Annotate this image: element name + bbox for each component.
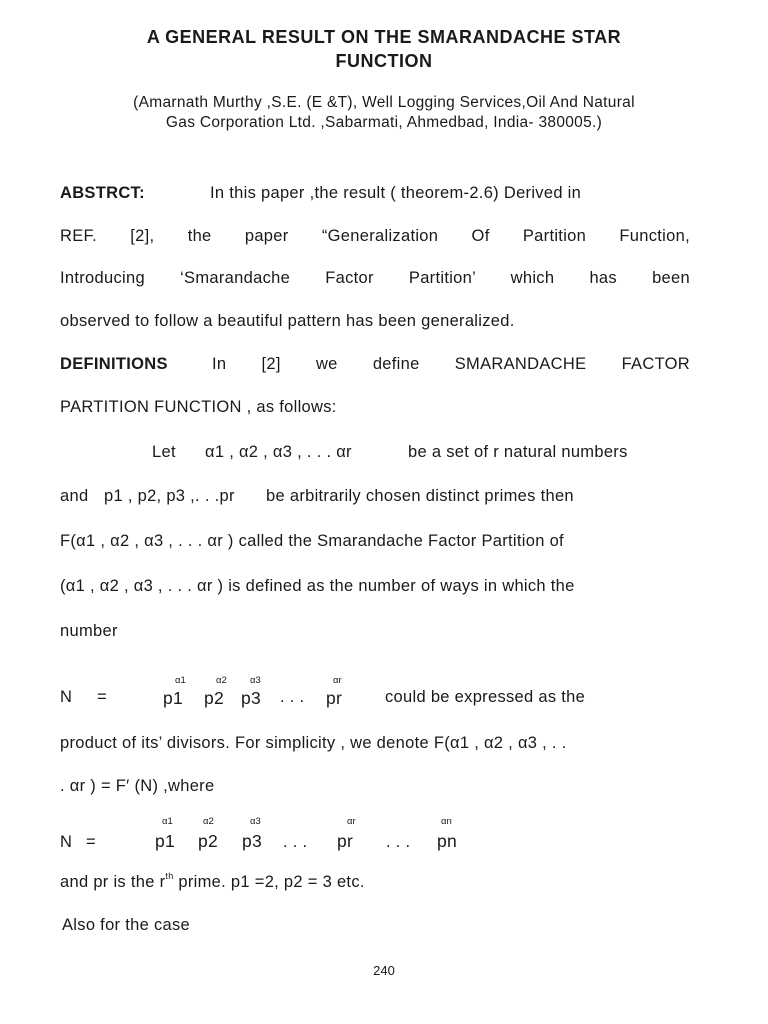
page-number: 240 [373,963,395,978]
prime-term: p1 [163,688,184,708]
defined-line: (α1 , α2 , α3 , . . . αr ) is defined as the number of ways in which the [60,577,575,595]
abstract-line-3: Introducing ‘Smarandache Factor Partition’ which has been [60,269,690,287]
title-line-2: FUNCTION [335,51,433,71]
prime-term: pr [326,688,343,708]
prime-term: p2 [198,831,219,851]
formula-lhs: N [60,688,73,706]
ellipsis: . . . [280,688,305,706]
ellipsis: . . . [283,833,308,851]
ellipsis: . . . [386,833,411,851]
prime-definition-line: and pr is the $r^{th}$ prime. p1 =2, p2 = 3 etc. [60,871,365,891]
primes-sequence: p1 , p2, p3 ,. . .pr [104,487,235,505]
exponent: α1 [162,816,173,827]
superscript: th [165,871,174,881]
exponent: α2 [216,675,227,686]
factor-partition-line: F(α1 , α2 , α3 , . . . αr ) called the Smarandache Factor Partition of [60,532,564,550]
formula-equals: = [86,833,96,851]
affiliation-line-1: (Amarnath Murthy ,S.E. (E &T), Well Logging Services,Oil And Natural [133,94,635,111]
formula-lhs: N [60,833,73,851]
exponent: αn [441,816,452,827]
exponent: α3 [250,816,261,827]
abstract-heading: ABSTRCT: [60,184,145,202]
number-word: number [60,622,118,640]
prime-term: pr [337,831,354,851]
definitions-line-1: In [2] we define SMARANDACHE FACTOR [212,355,690,373]
exponent: αr [347,816,356,827]
prime-term: pn [437,831,458,851]
prime-term: p3 [241,688,262,708]
also-line: Also for the case [62,916,190,934]
prime-term: p1 [155,831,176,851]
formula-equals: = [97,688,107,706]
product-line: product of its’ divisors. For simplicity , we denote F(α1 , α2 , α3 , . . [60,734,567,752]
definitions-heading: DEFINITIONS [60,355,168,373]
affiliation-line-2: Gas Corporation Ltd. ,Sabarmati, Ahmedbad, India- 380005.) [165,114,603,131]
exponent: α2 [203,816,214,827]
formula-1-rest: could be expressed as the [385,688,586,706]
title-line-1: A GENERAL RESULT ON THE SMARANDACHE STAR [146,27,622,47]
exponent: α3 [250,675,261,686]
abstract-line-1: In this paper ,the result ( theorem-2.6) Derived in [210,184,582,202]
exponent: α1 [175,675,186,686]
let-word: Let [152,443,176,461]
abstract-line-4: observed to follow a beautiful pattern has been generalized. [60,312,515,330]
let-alphas: α1 , α2 , α3 , . . . αr [205,443,352,461]
definitions-line-2: PARTITION FUNCTION , as follows: [60,398,337,416]
prime-term: p3 [242,831,263,851]
prime-term: p2 [204,688,225,708]
primes-rest: be arbitrarily chosen distinct primes then [266,487,574,505]
abstract-line-2: REF. [2], the paper “Generalization Of Partition Function, [60,227,690,245]
and-word: and [60,487,89,505]
exponent: αr [333,675,342,686]
let-rest: be a set of r natural numbers [408,443,628,461]
where-line: . αr ) = F′ (N) ,where [60,777,215,795]
